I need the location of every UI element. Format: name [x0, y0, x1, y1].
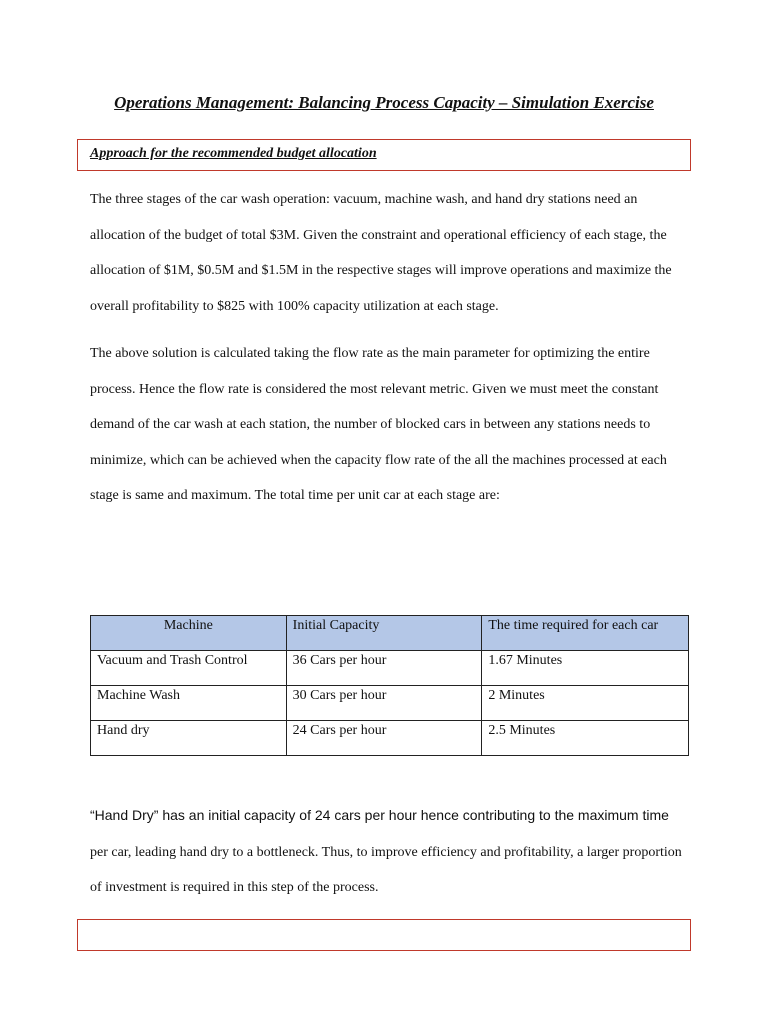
- cell-capacity: 36 Cars per hour: [286, 651, 482, 686]
- cell-time: 1.67 Minutes: [482, 651, 689, 686]
- header-machine: Machine: [91, 616, 287, 651]
- table-row: [91, 721, 689, 756]
- section-subheading: Approach for the recommended budget allocation: [90, 146, 377, 161]
- header-time-per-car: The time required for each car: [482, 616, 689, 651]
- cell-capacity: 24 Cars per hour: [286, 721, 482, 756]
- cell-machine: Vacuum and Trash Control: [91, 651, 287, 686]
- cell-time: 2 Minutes: [482, 686, 689, 721]
- header-initial-capacity: Initial Capacity: [286, 616, 482, 651]
- capacity-table: [90, 615, 689, 756]
- paragraph-flow-rate: The above solution is calculated taking the flow rate as the main parameter for optimizing the entire process. Hence the flow rate is considered the most relevant metric. Given we must meet the constant demand of the car wash at each station, the number of blocked cars in between any stations needs to minimize, which can be achieved when the capacity flow rate of the all the machines processed at each stage is same and maximum. The total time per unit car at each stage are:: [90, 346, 667, 503]
- cell-time: 2.5 Minutes: [482, 721, 689, 756]
- bottleneck-rest-text: per car, leading hand dry to a bottleneck. Thus, to improve efficiency and profitability, a larger proportion of investment is required in this step of the process.: [90, 844, 682, 895]
- cell-machine: Machine Wash: [91, 686, 287, 721]
- table-row: [91, 686, 689, 721]
- document-title: Operations Management: Balancing Process Capacity – Simulation Exercise: [114, 93, 654, 112]
- cell-machine: Hand dry: [91, 721, 287, 756]
- table-header-row: [91, 616, 689, 651]
- paragraph-budget-allocation: The three stages of the car wash operation: vacuum, machine wash, and hand dry stations need an allocation of the budget of total $3M. Given the constraint and operational efficiency of each stage, the allocation of $1M, $0.5M and $1.5M in the respective stages will improve operations and maximize the overall profitability to $825 with 100% capacity utilization at each stage.: [90, 192, 672, 314]
- table-row: [91, 651, 689, 686]
- bottleneck-lead-text: “Hand Dry” has an initial capacity of 24 cars per hour hence contributing to the maximum time: [90, 807, 669, 823]
- cell-capacity: 30 Cars per hour: [286, 686, 482, 721]
- empty-bordered-box: [77, 919, 691, 951]
- paragraph-bottleneck: [90, 798, 690, 906]
